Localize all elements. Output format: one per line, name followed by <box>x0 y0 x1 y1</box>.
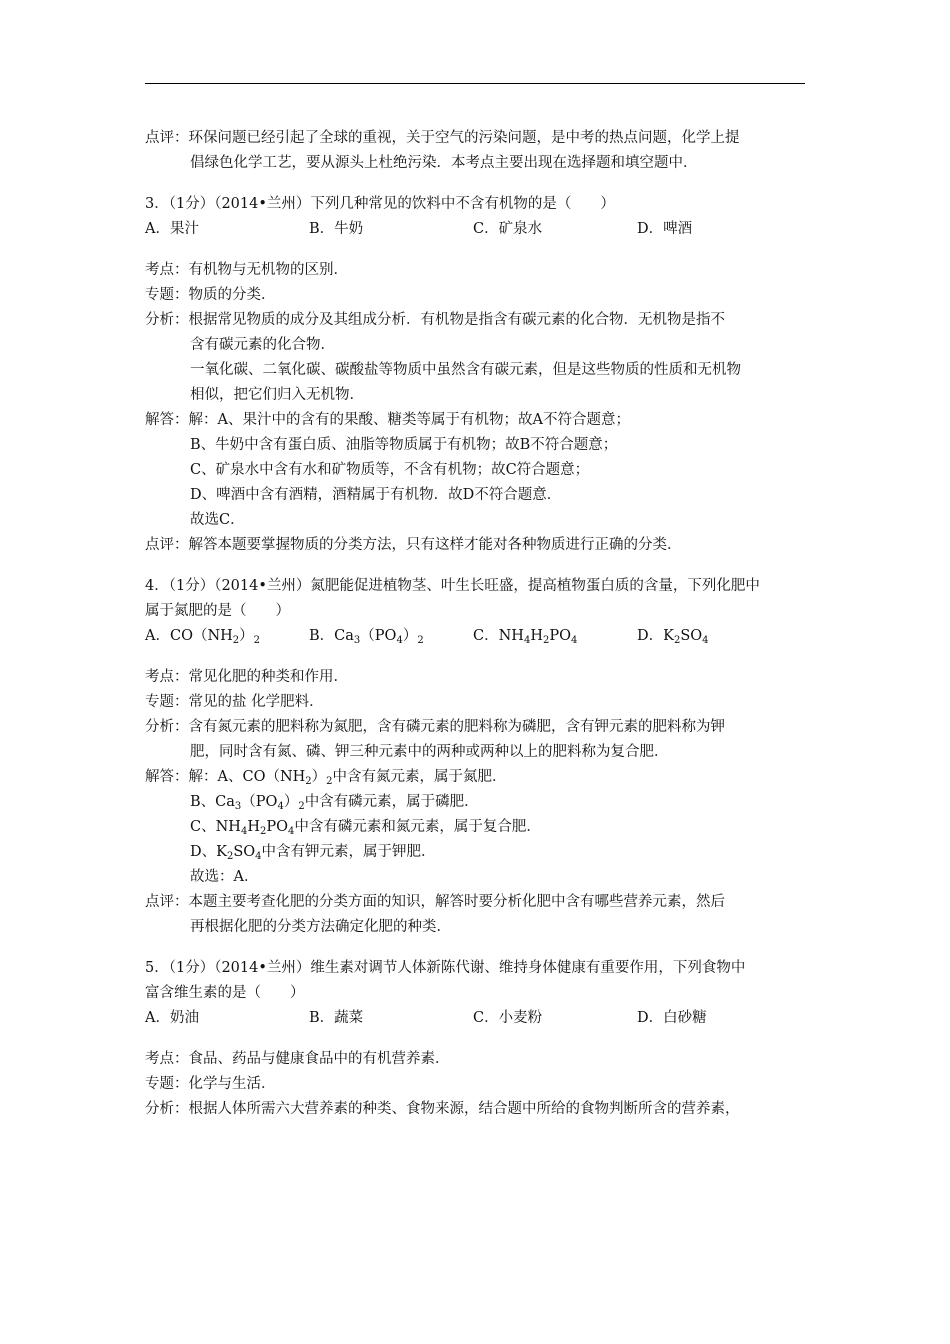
answer-conclusion: 故选：A． <box>190 869 259 885</box>
question-5-stem: 富含维生素的是（ ） <box>145 985 305 1001</box>
answer-conclusion: 故选C． <box>190 512 245 528</box>
option-a: A．果汁 <box>145 221 199 237</box>
answer-line: 解答：解：A、果汁中的含有的果酸、糖类等属于有机物；故A不符合题意； <box>145 412 630 428</box>
answer-line: B、$Ca_3(PO_4)_2$中含有磷元素，属于磷肥． <box>190 794 479 812</box>
question-5-options <box>145 1006 815 1031</box>
analysis-line: 相似，把它们归入无机物． <box>190 387 364 403</box>
question-4-options <box>145 624 815 649</box>
zhuanti-line: 专题：化学与生活． <box>145 1076 276 1092</box>
zhuanti-line: 专题：物质的分类． <box>145 287 276 303</box>
analysis-line: 分析：根据常见物质的成分及其组成分析．有机物是指含有碳元素的化合物．无机物是指不 <box>145 312 725 328</box>
analysis-line: 肥，同时含有氮、磷、钾三种元素中的两种或两种以上的肥料称为复合肥． <box>190 744 669 760</box>
question-4-stem: 属于氮肥的是（ ） <box>145 603 290 619</box>
comment-line: 点评：环保问题已经引起了全球的重视，关于空气的污染问题，是中考的热点问题，化学上提 <box>145 130 740 146</box>
option-b: B．蔬菜 <box>309 1010 364 1026</box>
analysis-line: 一氧化碳、二氧化碳、碳酸盐等物质中虽然含有碳元素，但是这些物质的性质和无机物 <box>190 362 741 378</box>
header-rule <box>145 83 805 84</box>
option-d: D．啤酒 <box>637 221 693 237</box>
comment-line: 倡绿色化学工艺，要从源头上杜绝污染．本考点主要出现在选择题和填空题中． <box>190 155 698 171</box>
option-b: B．牛奶 <box>309 221 364 237</box>
option-a: A．$CO(NH_2)_2$ <box>145 628 261 646</box>
answer-line: D、$K_2SO_4$中含有钾元素，属于钾肥． <box>190 844 436 862</box>
kaodian-line: 考点：常见化肥的种类和作用． <box>145 669 348 685</box>
question-3-stem: 3．（1分）（2014•兰州）下列几种常见的饮料中不含有机物的是（ ） <box>145 196 615 212</box>
option-c: C．$NH_4H_2PO_4$ <box>473 628 578 646</box>
option-a: A．奶油 <box>145 1010 199 1026</box>
question-4-stem: 4．（1分）（2014•兰州）氮肥能促进植物茎、叶生长旺盛，提高植物蛋白质的含量，下列化肥中 <box>145 578 760 594</box>
answer-line: 解答：解：A、$CO(NH_2)_2$中含有氮元素，属于氮肥． <box>145 769 507 787</box>
option-c: C．矿泉水 <box>473 221 543 237</box>
option-c: C．小麦粉 <box>473 1010 543 1026</box>
kaodian-line: 考点：食品、药品与健康食品中的有机营养素． <box>145 1051 450 1067</box>
comment-line: 再根据化肥的分类方法确定化肥的种类． <box>190 919 451 935</box>
answer-line: D、啤酒中含有酒精，酒精属于有机物．故D不符合题意． <box>190 487 562 503</box>
question-3-options <box>145 217 815 242</box>
analysis-line: 分析：含有氮元素的肥料称为氮肥，含有磷元素的肥料称为磷肥，含有钾元素的肥料称为钾 <box>145 719 725 735</box>
analysis-line: 分析：根据人体所需六大营养素的种类、食物来源，结合题中所给的食物判断所含的营养素， <box>145 1101 740 1117</box>
option-d: D．$K_2SO_4$ <box>637 628 709 646</box>
zhuanti-line: 专题：常见的盐 化学肥料． <box>145 694 324 710</box>
option-b: B．$Ca_3(PO_4)_2$ <box>309 628 424 646</box>
analysis-line: 含有碳元素的化合物． <box>190 337 335 353</box>
option-d: D．白砂糖 <box>637 1010 707 1026</box>
document-body <box>145 126 815 1122</box>
comment-line: 点评：解答本题要掌握物质的分类方法，只有这样才能对各种物质进行正确的分类． <box>145 537 682 553</box>
answer-line: C、矿泉水中含有水和矿物质等，不含有机物；故C符合题意； <box>190 462 590 478</box>
answer-line: C、$NH_4H_2PO_4$中含有磷元素和氮元素，属于复合肥． <box>190 819 541 837</box>
answer-line: B、牛奶中含有蛋白质、油脂等物质属于有机物；故B不符合题意； <box>190 437 618 453</box>
kaodian-line: 考点：有机物与无机物的区别． <box>145 262 348 278</box>
comment-line: 点评：本题主要考查化肥的分类方面的知识，解答时要分析化肥中含有哪些营养元素，然后 <box>145 894 725 910</box>
question-5-stem: 5．（1分）（2014•兰州）维生素对调节人体新陈代谢、维持身体健康有重要作用，下列食物中 <box>145 960 746 976</box>
